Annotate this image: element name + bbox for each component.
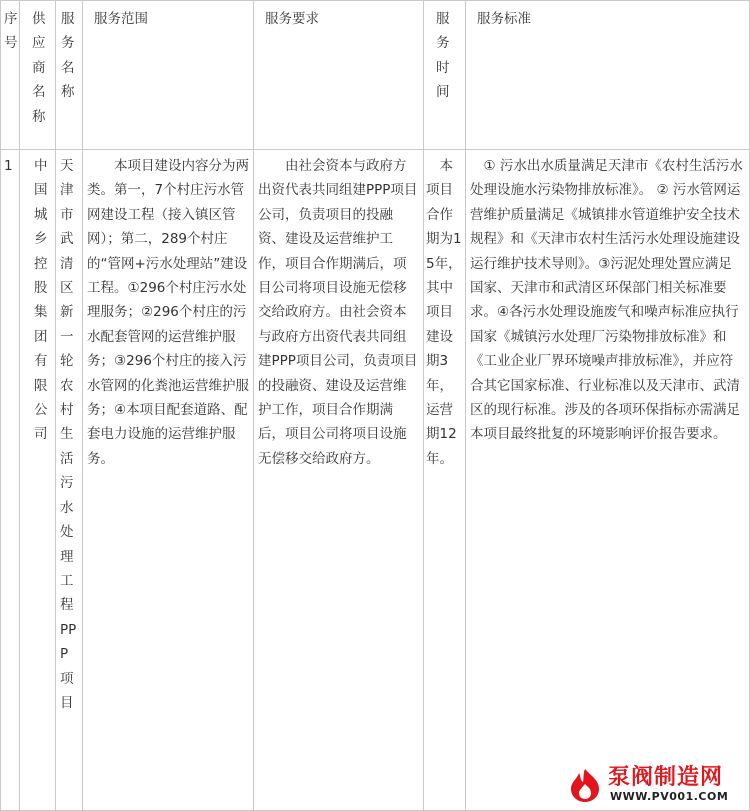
cell-scope: 本项目建设内容分为两类。第一，7个村庄污水管网建设工程（接入镇区管网）；第二，289个村庄的“管网+污水处理站”建设工程。①296个村庄污水处理服务；②296个村庄的污水配套管网的运营维护服务；③296个村庄的接入污水管网的化粪池运营维护服务；④本项目配套道路、配套电力设施的运营维护服务。 — [83, 150, 254, 811]
header-requirement: 服务要求 — [254, 1, 424, 150]
site-watermark — [564, 763, 746, 807]
cell-requirement: 由社会资本与政府方出资代表共同组建PPP项目公司，负责项目的投融资、建设及运营维护工作，项目合作期满后，项目公司将项目设施无偿移交给政府方。由社会资本与政府方出资代表共同组建PPP项目公司，负责项目的投融资、建设及运营维护工作，项目合作期满后，项目公司将项目设施无偿移交给政府方。 — [254, 150, 424, 811]
cell-seq: 1 — [1, 150, 20, 811]
header-seq: 序号 — [1, 1, 20, 150]
header-supplier: 供应商名称 — [20, 1, 56, 150]
cell-time: 本项目合作期为15年，其中项目建设期3年，运营期12年。 — [424, 150, 466, 811]
cell-standard: ① 污水出水质量满足天津市《农村生活污水处理设施水污染物排放标准》。 ② 污水管网运营维护质量满足《城镇排水管道维护安全技术规程》和《天津市农村生活污水处理设施建设运行维护技术导则》。③污泥处理处置应满足国家、天津市和武清区环保部门相关标准要求。④各污水处理设施废气和噪声标准应执行国家《城镇污水处理厂污染物排放标准》和《工业企业厂界环境噪声排放标准》，并应符合其它国家标准、行业标准以及天津市、武清区的现行标准。涉及的各项环保指标亦需满足本项目最终批复的环境影响评价报告要求。 — [466, 150, 750, 811]
header-standard: 服务标准 — [466, 1, 750, 150]
table-header-row — [1, 1, 750, 150]
watermark-name: 泵阀制造网 — [608, 765, 724, 790]
flame-logo-icon — [566, 767, 604, 807]
header-scope: 服务范围 — [83, 1, 254, 150]
header-service-name: 服务名称 — [56, 1, 83, 150]
table-row — [1, 150, 750, 811]
cell-service-name: 天津市武清区新一轮农村生活污水处理工程PPP项目 — [56, 150, 83, 811]
header-time: 服务时间 — [424, 1, 466, 150]
watermark-url: WWW.PV001.COM — [610, 790, 729, 803]
cell-supplier: 中国城乡控股集团有限公司 — [20, 150, 56, 811]
